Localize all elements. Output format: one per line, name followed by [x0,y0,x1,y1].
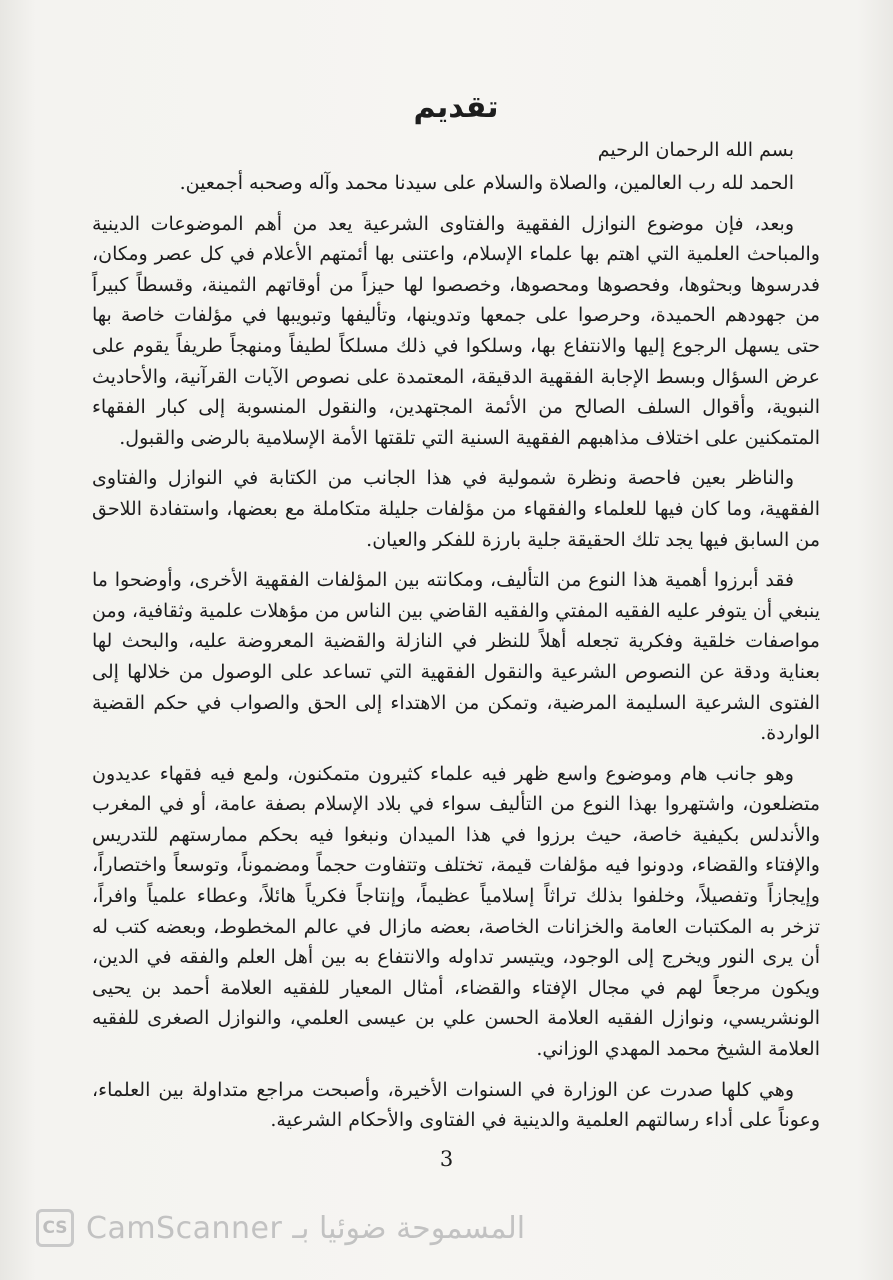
basmala: بسم الله الرحمان الرحيم [597,139,794,161]
watermark-text: CamScanner المسموحة ضوئيا بـ [86,1210,526,1246]
text-block [92,88,820,1146]
camscanner-logo-icon: CS [36,1209,74,1247]
paragraph-6: وهي كلها صدرت عن الوزارة في السنوات الأخيرة، وأصبحت مراجع متداولة بين العلماء، وعوناً على أداء رسالتهم العلمية والدينية في الفتاوى والأحكام الشرعية. [92,1078,820,1132]
paragraph-2: وبعد، فإن موضوع النوازل الفقهية والفتاوى الشرعية يعد من أهم الموضوعات الدينية والمباحث العلمية التي اهتم بها علماء الإسلام، واعتنى بها أئمتهم الأعلام في كل عصر ومكان، فدرسوها وبحثوها، وفحصوها ومحصوها، وخصصوا لها حيزاً من أوقاتهم الثمينة، وقسطاً كبيراً من جهودهم الحميدة، وحرصوا على جمعها وتدوينها، وتأليفها وتبويبها في مؤلفات خاصة بها حتى يسهل الرجوع إليها والانتفاع بها، وسلكوا في ذلك مسلكاً لطيفاً ومنهجاً طريفاً يقوم على عرض السؤال وبسط الإجابة الفقهية الدقيقة، المعتمدة على نصوص الآيات القرآنية، والأحاديث النبوية، وأقوال السلف الصالح من الأئمة المجتهدين، والنقول المنسوبة إلى كبار الفقهاء المتمكنين على اختلاف مذاهبهم الفقهية السنية التي تلقتها الأمة الإسلامية بالرضى والقبول. [92,212,820,449]
camscanner-watermark [36,1208,525,1248]
paragraph-1: الحمد لله رب العالمين، والصلاة والسلام على سيدنا محمد وآله وصحبه أجمعين. [179,172,794,194]
page-number: 3 [439,1147,454,1171]
paragraph-4: فقد أبرزوا أهمية هذا النوع من التأليف، ومكانته بين المؤلفات الفقهية الأخرى، وأوضحوا ما ينبغي أن يتوفر عليه الفقيه المفتي والفقيه القاضي بين الناس من مؤهلات علمية وثقافية، ومن مواصفات خلقية وفكرية تجعله أهلاً للنظر في النازلة والقضية المعروضة عليه، والبحث لها بعناية ودقة عن النصوص الشرعية والنقول الفقهية التي تساعد على الوصول من خلالها إلى الفتوى الشرعية السليمة المرضية، وتمكن من الاهتداء إلى الحق والصواب في حكم القضية الواردة. [92,569,820,745]
paragraph-3: والناظر بعين فاحصة ونظرة شمولية في هذا الجانب من الكتابة في النوازل والفتاوى الفقهية، وما كان فيها للعلماء والفقهاء من مؤلفات جليلة متكاملة مع بعضها، واستفادة اللاحق من السابق فيها يجد تلك الحقيقة جلية بارزة للفكر والعيان. [92,467,820,551]
page-title: تقديم [413,90,499,125]
paragraph-5: وهو جانب هام وموضوع واسع ظهر فيه علماء كثيرون متمكنون، ولمع فيه فقهاء عديدون متضلعون، واشتهروا بهذا النوع من التأليف سواء في بلاد الإسلام بصفة عامة، أو في المغرب والأندلس بكيفية خاصة، حيث برزوا في هذا الميدان ونبغوا فيه بحكم ممارستهم للتدريس والإفتاء والقضاء، ودونوا فيه مؤلفات قيمة، تختلف وتتفاوت حجماً ومضموناً، وتوسعاً واختصاراً، وإيجازاً وتفصيلاً، وخلفوا بذلك تراثاً إسلامياً عظيماً، وإنتاجاً فكرياً هائلاً، وعطاء علمياً وافراً، تزخر به المكتبات العامة والخزانات الخاصة، بعضه مازال في عالم المخطوط، وبعضه كتب له أن يرى النور ويخرج إلى الوجود، ويتيسر تداوله والانتفاع به بين أهل العلم والفقه في الدين، ويكون مرجعاً لهم في مجال الإفتاء والقضاء، أمثال المعيار للفقيه العلامة أحمد بن يحيى الونشريسي، ونوازل الفقيه العلامة الحسن علي بن عيسى العلمي، والنوازل الصغرى للفقيه العلامة الشيخ محمد المهدي الوزاني. [92,762,820,1061]
